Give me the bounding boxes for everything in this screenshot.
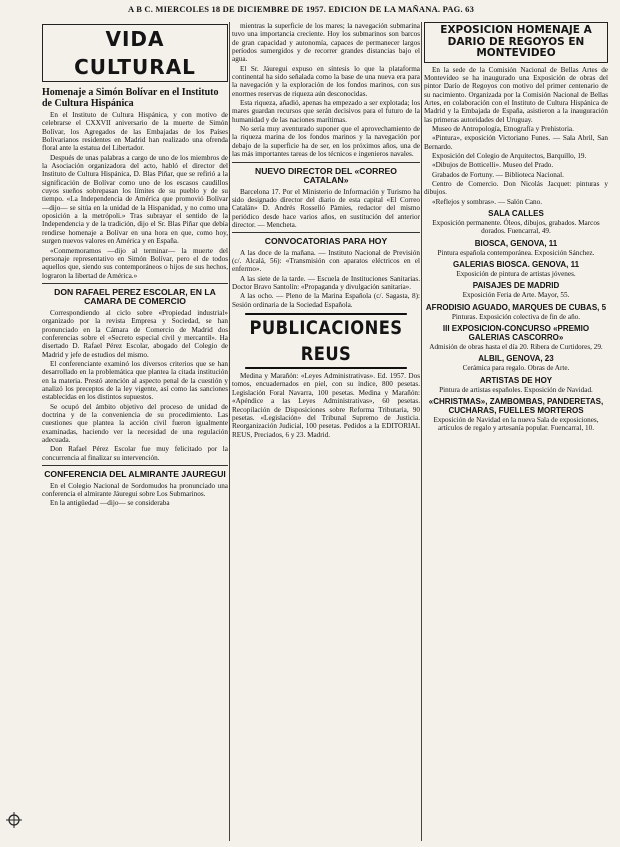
divider	[42, 283, 228, 284]
column-1	[42, 22, 228, 847]
guide-item: Exposición del Colegio de Arquitectos, Barquillo, 19.	[432, 151, 587, 160]
article-title-bolivar: Homenaje a Simón Bolívar en el Instituto de Cultura Hispánica	[42, 87, 219, 109]
paragraph: «Conmemoramos —dijo al terminar— la muerte del personaje representativo en Simón Bolívar, pero el de todos aquellos que, siendo sus contemporáneos o hijos de sus hechos, lograron la libertad de América.»	[42, 246, 228, 280]
paragraph: A las ocho. — Pleno de la Marina Española (c/. Sagasta, 8): Sesión ordinaria de la Sociedad Española.	[232, 292, 420, 309]
paragraph: En la antigüedad —dijo— se consideraba	[50, 499, 170, 508]
paragraph: Se ocupó del ámbito objetivo del proceso de unidad de doctrina y de la conveniencia de su procedimiento. Las cuestiones que plantea la acción civil fueron igualmente examinadas, haciendo ver la necesidad de una regulación adecuada.	[42, 402, 228, 445]
gallery-heading: AFRODISIO AGUADO, MARQUES DE CUBAS, 5	[425, 302, 607, 312]
gallery-heading: PAISAJES DE MADRID	[472, 281, 560, 291]
gallery-heading: ALBIL, GENOVA, 23	[478, 354, 554, 364]
paragraph: A las siete de la tarde. — Escuela de Instituciones Sanitarias. Doctor Bravo Santolín: «Propaganda y divulgación sanitaria».	[232, 274, 420, 292]
registration-mark-icon	[6, 812, 22, 828]
guide-item: Museo de Antropología, Etnografía y Prehistoria.	[432, 124, 574, 133]
gallery-text: Exposición permanente. Óleos, dibujos, grabados. Marcos dorados. Fuencarral, 49.	[432, 219, 600, 236]
divider	[232, 162, 420, 163]
paragraph: En el Colegio Nacional de Sordomudos ha pronunciado una conferencia el almirante Jáuregui sobre Los Submarinos.	[42, 481, 228, 498]
gallery-heading: III EXPOSICION-CONCURSO «PREMIO GALERIAS CASCORRO»	[442, 324, 590, 343]
gallery-heading: SALA CALLES	[488, 209, 544, 218]
article-title-jauregui: CONFERENCIA DEL ALMIRANTE JAUREGUI	[44, 469, 226, 480]
gallery-heading: ARTISTAS DE HOY	[479, 375, 553, 385]
column-rule-1	[229, 22, 230, 841]
gallery-heading: BIOSCA, GENOVA, 11	[474, 238, 558, 248]
paragraph: A las doce de la mañana. — Instituto Nacional de Previsión (c/. Alcalá, 56): «Transmisión con aparatos eléctricos en el enfermo».	[232, 248, 420, 274]
gallery-text: Exposición de Navidad en la nueva Sala de exposiciones, artículos de regalo y artesanía popular. Fuencarral, 10.	[433, 416, 599, 433]
gallery-text: Pinturas. Exposición colectiva de fin de año.	[451, 312, 581, 321]
advert-text: Medina y Marañón: «Leyes Administrativas». Ed. 1957. Dos tomos, encuadernados en piel, con su índice, 800 pesetas. Legislación Foral Navarra, 100 pesetas. Medina y Marañón: «Apéndice a las Leyes Administrativas», 60 pesetas. Recopilación de Disposiciones sobre Reforma Tributaria, 90 pesetas. «Legislación» del Tribunal Supremo de Justicia. Reorganización Judicial, 100 pesetas. Pedidos a la EDITORIAL REUS, Preciados, 6 y 23. Madrid.	[232, 372, 420, 439]
guide-item: «Pintura», exposición Victoriano Funes. — Sala Abril, San Bernardo.	[424, 134, 608, 151]
paragraph: Esta riqueza, añadió, apenas ha empezado a ser explotada; los mares guardan recursos que serán decisivos para el futuro de la humanidad y de las naciones marítimas.	[232, 99, 420, 124]
publicaciones-reus-banner: PUBLICACIONES REUS	[245, 313, 407, 369]
gallery-text: Exposición Feria de Arte. Mayor, 55.	[462, 291, 570, 300]
article-title-perez-escolar: DON RAFAEL PEREZ ESCOLAR, EN LA CAMARA DE COMERCIO	[54, 286, 216, 307]
gallery-heading: GALERIAS BIOSCA. GENOVA, 11	[452, 260, 580, 270]
divider	[232, 232, 420, 233]
article-title-convocatorias: CONVOCATORIAS PARA HOY	[264, 236, 388, 247]
gallery-text: Exposición de pintura de artistas jóvenes.	[456, 270, 576, 279]
column-3	[424, 22, 608, 847]
column-2	[232, 22, 420, 847]
paragraph: El Sr. Jáuregui expuso en síntesis lo que la plataforma continental ha sido señalada como la base de una nueva era para la navegación y la exploración de los fondos marinos, con sus enormes reservas de riqueza aún desconocidas.	[232, 64, 420, 98]
article-title-correo-catalan: NUEVO DIRECTOR DEL «CORREO CATALAN»	[255, 165, 397, 185]
paragraph: No sería muy aventurado suponer que el aprovechamiento de la riqueza marina de los fondos marinos y la navegación por debajo de la superficie ha de ser, en los próximos años, una de las más importantes tareas de los técnicos e ingenieros navales.	[232, 125, 420, 159]
paragraph: El conferenciante examinó los diversos criterios que se han desarrollado en la problemática que plantea la citada institución en la materia. Prestó atención al aspecto penal de la cuestión y analizó los preceptos de la ley vigente, así como las sanciones establecidas en los distintos supuestos.	[42, 359, 228, 402]
paragraph: En el Instituto de Cultura Hispánica, y con motivo de celebrarse el CXXVII aniversario de la muerte de Simón Bolívar, los Agregados de las Embajadas de los Países Bolivarianos residentes en Madrid han realizado una ofrenda floral ante la estatua del Libertador.	[42, 111, 228, 153]
paragraph: Después de unas palabras a cargo de uno de los miembros de la Asociación organizadora del acto, habló el director del Instituto de Cultura Hispánica, D. Blas Piñar, que se refirió a la significación de Bolívar como uno de los escasos caudillos cuyos sueños sobrepasan los límites de su pueblo y de su tiempo. «La Independencia de América que promovió Bolívar —dijo— se sitúa en la unidad de la Hispanidad, y no como una oposición a la metrópoli.» Tras subrayar el sentido de la Independencia y de la tradición, dijo el Sr. Blas Piñar que debía rendirse homenaje a Bolívar en una hora en que, como hoy, surgen nuevos valores en América y en España.	[42, 153, 228, 246]
guide-item: Centro de Comercio. Don Nicolás Jacquet: pinturas y dibujos.	[424, 179, 608, 197]
paragraph: Don Rafael Pérez Escolar fue muy felicitado por la concurrencia al finalizar su intervención.	[42, 445, 228, 462]
gallery-text: Pintura de artistas españoles. Exposición de Navidad.	[439, 385, 593, 394]
guide-item: «Reflejos y sombras». — Salón Cano.	[432, 197, 542, 206]
gallery-text: Cerámica para regalo. Obras de Arte.	[462, 364, 570, 373]
gallery-heading: «CHRISTMAS», ZAMBOMBAS, PANDERETAS, CUCHARAS, FUELLES MORTEROS	[428, 397, 604, 416]
gallery-text: Admisión de obras hasta el día 20. Ribera de Curtidores, 29.	[429, 343, 603, 352]
guide-item: «Dibujos de Botticelli». Museo del Prado.	[432, 161, 554, 170]
exhibition-title: EXPOSICION HOMENAJE A DARIO DE REGOYOS EN MONTEVIDEO	[424, 22, 608, 63]
running-head: A B C. MIERCOLES 18 DE DICIEMBRE DE 1957. EDICION DE LA MAÑANA. PAG. 63	[128, 4, 475, 14]
paragraph: Barcelona 17. Por el Ministerio de Información y Turismo ha sido designado director del diario de esta capital «El Correo Catalán» D. Andrés Rosselló Pàmies, redactor del mismo periódico desde hace varios años, en sustitución del anterior director. — Mencheta.	[232, 187, 420, 229]
paragraph: En la sede de la Comisión Nacional de Bellas Artes de Montevideo se ha inaugurado una Exposición de obras del pintor Darío de Regoyos con motivo del primer centenario de su nacimiento. Organizada por la Comisión Nacional de Bellas Artes, en colaboración con el Instituto de Cultura Hispánica de Madrid y la Embajada de España, asistieron a la inauguración las primeras autoridades del Uruguay.	[424, 65, 608, 124]
section-title: VIDA CULTURAL	[42, 24, 228, 82]
guide-item: Grabados de Fortuny. — Biblioteca Nacional.	[432, 170, 564, 179]
paragraph: Correspondiendo al ciclo sobre «Propiedad industrial» organizado por la revista Empresa y Sociedad, se han pronunciado en la Cámara de Comercio de Madrid dos conferencias sobre el «Secreto especial civil y mercantil». Ha disertado D. Rafael Pérez Escolar, abogado del Colegio de Madrid y jefe de estudios del mismo.	[42, 308, 228, 359]
gallery-text: Pintura española contemporánea. Exposición Sánchez.	[437, 248, 595, 257]
paragraph: mientras la superficie de los mares; la navegación submarina tuvo una importancia creciente. Hoy los submarinos son barcos de gran capacidad y autonomía, capaces de permanecer largos períodos sumergidos y de recorrer grandes distancias bajo el agua.	[232, 22, 420, 64]
divider	[42, 465, 228, 466]
column-rule-2	[421, 22, 422, 841]
